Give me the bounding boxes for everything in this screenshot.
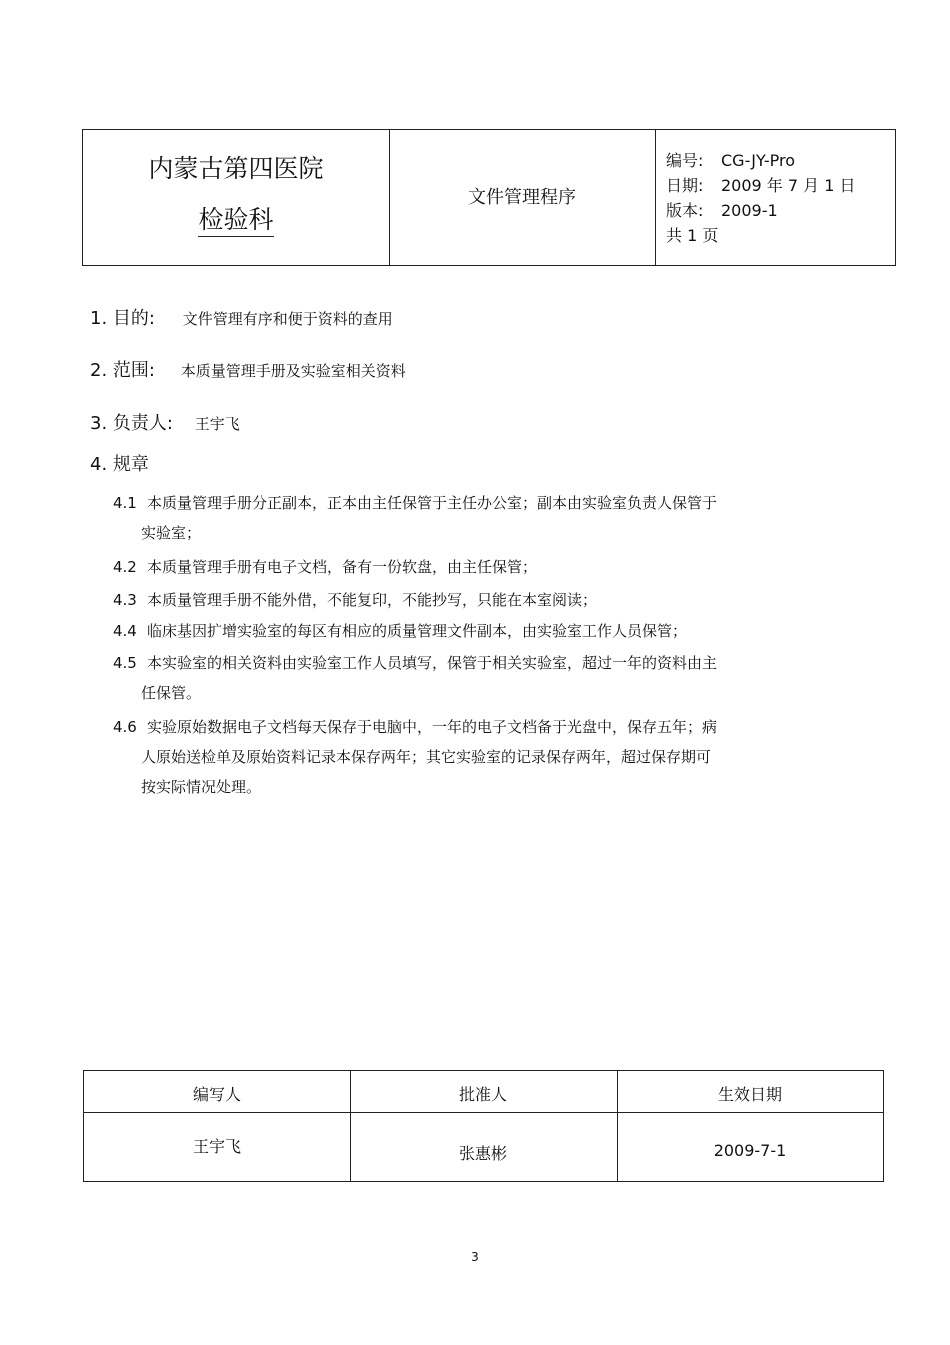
department-name bbox=[83, 200, 389, 236]
organization-name: 内蒙古第四医院 bbox=[148, 154, 324, 183]
meta-row-version bbox=[666, 198, 856, 223]
meta-value: 共 1 页 bbox=[666, 226, 719, 245]
rule-number: 4.4 bbox=[113, 622, 137, 640]
document-header-table bbox=[82, 129, 896, 266]
rule-text: 按实际情况处理。 bbox=[141, 778, 262, 796]
rule-text: 实验原始数据电子文档每天保存于电脑中，一年的电子文档备于光盘中，保存五年；病 bbox=[147, 718, 718, 736]
meta-key: 日期: bbox=[666, 176, 704, 195]
page-number: 3 bbox=[471, 1250, 479, 1264]
rule-item bbox=[113, 648, 843, 708]
meta-row-pages bbox=[666, 223, 856, 248]
rule-number: 4.6 bbox=[113, 718, 137, 736]
header-divider bbox=[655, 130, 656, 265]
section-purpose bbox=[90, 304, 393, 330]
rule-number: 4.2 bbox=[113, 558, 137, 576]
rule-item bbox=[113, 488, 843, 548]
meta-key: 编号: bbox=[666, 151, 704, 170]
document-meta bbox=[666, 148, 856, 248]
rule-text: 本质量管理手册有电子文档，备有一份软盘，由主任保管； bbox=[147, 558, 538, 576]
meta-key: 版本: bbox=[666, 201, 704, 220]
signature-table bbox=[83, 1070, 884, 1182]
meta-value: CG-JY-Pro bbox=[721, 151, 795, 170]
rule-item bbox=[113, 712, 843, 802]
section-rules-heading: 4. 规章 bbox=[90, 454, 149, 475]
rule-text: 本质量管理手册不能外借，不能复印，不能抄写，只能在本室阅读； bbox=[147, 591, 598, 609]
author-name: 王宇飞 bbox=[192, 1137, 241, 1156]
rule-text: 任保管。 bbox=[141, 684, 202, 702]
section-scope bbox=[90, 356, 406, 382]
table-divider bbox=[84, 1112, 883, 1113]
rule-text: 本实验室的相关资料由实验室工作人员填写，保管于相关实验室，超过一年的资料由主 bbox=[147, 654, 718, 672]
approver-name: 张惠彬 bbox=[458, 1144, 507, 1163]
rule-text: 人原始送检单及原始资料记录本保存两年；其它实验室的记录保存两年，超过保存期可 bbox=[141, 748, 712, 766]
effective-date: 2009-7-1 bbox=[713, 1141, 787, 1160]
meta-value: 2009-1 bbox=[721, 201, 778, 220]
section-value: 本质量管理手册及实验室相关资料 bbox=[180, 362, 406, 380]
section-value: 文件管理有序和便于资料的查用 bbox=[182, 310, 393, 328]
rule-item bbox=[113, 585, 843, 615]
meta-row-date bbox=[666, 173, 856, 198]
rule-number: 4.5 bbox=[113, 654, 137, 672]
section-label: 1. 目的: bbox=[90, 308, 155, 329]
header-effective-date: 生效日期 bbox=[717, 1085, 782, 1104]
rule-number: 4.1 bbox=[113, 494, 137, 512]
rule-item bbox=[113, 616, 843, 646]
rule-item bbox=[113, 552, 843, 582]
section-label: 2. 范围: bbox=[90, 360, 155, 381]
meta-row-code bbox=[666, 148, 856, 173]
rule-text: 本质量管理手册分正副本，正本由主任保管于主任办公室；副本由实验室负责人保管于 bbox=[147, 494, 718, 512]
rule-text: 实验室； bbox=[141, 524, 202, 542]
department-name-text: 检验科 bbox=[198, 205, 273, 237]
document-title: 文件管理程序 bbox=[468, 187, 576, 208]
header-author: 编写人 bbox=[192, 1085, 241, 1104]
section-owner bbox=[90, 409, 240, 435]
section-label: 3. 负责人: bbox=[90, 413, 173, 434]
section-value: 王宇飞 bbox=[194, 415, 240, 433]
header-approver: 批准人 bbox=[458, 1085, 507, 1104]
rule-number: 4.3 bbox=[113, 591, 137, 609]
meta-value: 2009 年 7 月 1 日 bbox=[721, 176, 856, 195]
rule-text: 临床基因扩增实验室的每区有相应的质量管理文件副本，由实验室工作人员保管； bbox=[147, 622, 688, 640]
